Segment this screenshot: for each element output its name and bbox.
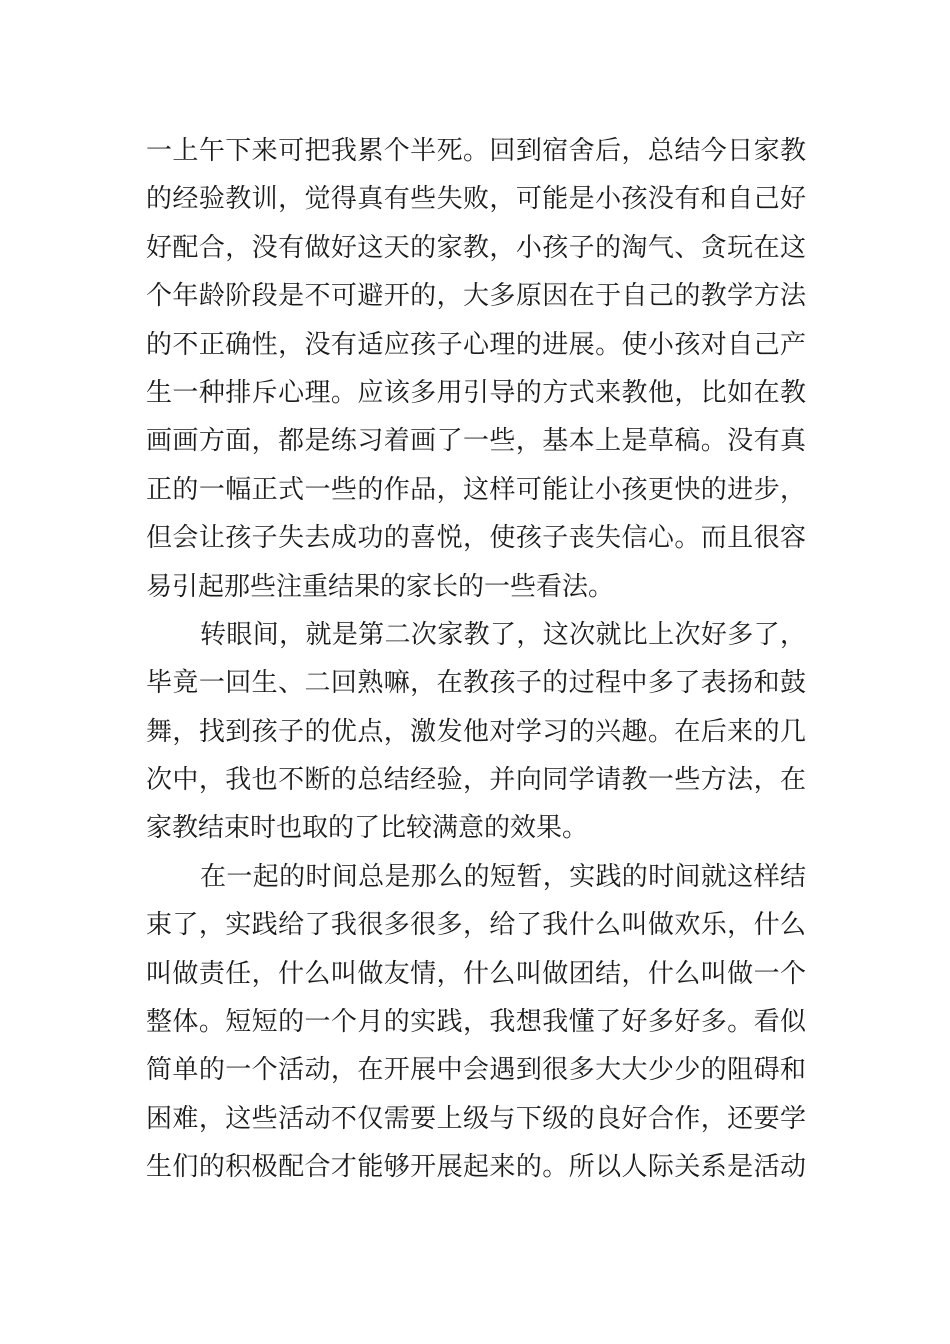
text-line: 生一种排斥心理。应该多用引导的方式来教他，比如在教 bbox=[146, 377, 806, 408]
paragraph-1 bbox=[146, 127, 806, 611]
text-line: 好配合，没有做好这天的家教，小孩子的淘气、贪玩在这 bbox=[146, 232, 806, 263]
text-line: 转眼间，就是第二次家教了，这次就比上次好多了， bbox=[200, 619, 806, 650]
paragraph-3 bbox=[146, 853, 806, 1192]
text-line: 整体。短短的一个月的实践，我想我懂了好多好多。看似 bbox=[146, 1007, 806, 1038]
text-line: 一上午下来可把我累个半死。回到宿舍后，总结今日家教 bbox=[146, 136, 806, 166]
text-line: 生们的积极配合才能够开展起来的。所以人际关系是活动 bbox=[146, 1152, 806, 1183]
text-line: 画画方面，都是练习着画了一些，基本上是草稿。没有真 bbox=[146, 426, 806, 457]
text-line: 束了，实践给了我很多很多，给了我什么叫做欢乐，什么 bbox=[146, 910, 806, 941]
paragraph-2 bbox=[146, 611, 806, 853]
text-line: 困难，这些活动不仅需要上级与下级的良好合作，还要学 bbox=[146, 1103, 806, 1134]
text-line: 易引起那些注重结果的家长的一些看法。 bbox=[146, 571, 615, 602]
text-line: 在一起的时间总是那么的短暂，实践的时间就这样结 bbox=[200, 861, 806, 892]
text-line: 次中，我也不断的总结经验，并向同学请教一些方法，在 bbox=[146, 765, 806, 796]
text-line: 正的一幅正式一些的作品，这样可能让小孩更快的进步， bbox=[146, 474, 806, 505]
text-line: 叫做责任，什么叫做友情，什么叫做团结，什么叫做一个 bbox=[146, 958, 806, 989]
document-body bbox=[146, 127, 806, 1192]
text-line: 简单的一个活动，在开展中会遇到很多大大少少的阻碍和 bbox=[146, 1055, 806, 1086]
text-line: 的经验教训，觉得真有些失败，可能是小孩没有和自己好 bbox=[146, 184, 806, 215]
text-line: 的不正确性，没有适应孩子心理的进展。使小孩对自己产 bbox=[146, 329, 806, 360]
text-line: 家教结束时也取的了比较满意的效果。 bbox=[146, 813, 589, 844]
text-line: 舞，找到孩子的优点，激发他对学习的兴趣。在后来的几 bbox=[146, 716, 806, 747]
text-line: 毕竟一回生、二回熟嘛，在教孩子的过程中多了表扬和鼓 bbox=[146, 668, 806, 699]
text-line: 但会让孩子失去成功的喜悦，使孩子丧失信心。而且很容 bbox=[146, 523, 806, 554]
text-line: 个年龄阶段是不可避开的，大多原因在于自己的教学方法 bbox=[146, 281, 806, 312]
